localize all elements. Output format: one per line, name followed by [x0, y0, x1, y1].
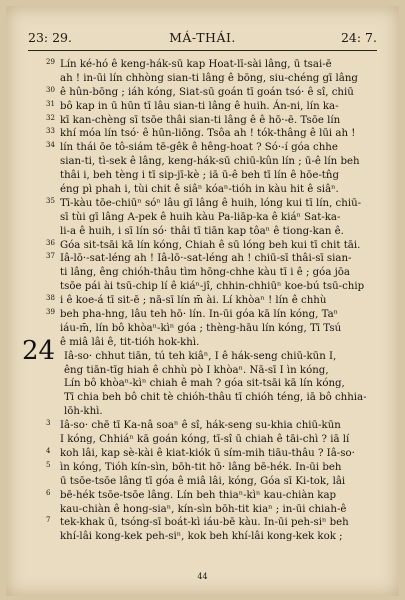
line-text: sian-ti, tì-sek ê lâng, keng-hák-sū chiū-kûn lín ; ū-ê lín beh — [60, 156, 360, 168]
text-line — [24, 336, 394, 350]
verse-number: 29 — [46, 58, 55, 66]
line-text: tek-khak ū, tsóng-sī boát-kì iáu-bē kàu. In-ūi peh-siⁿ beh — [60, 517, 349, 529]
text-line — [24, 447, 394, 461]
verse-number: 37 — [46, 252, 55, 261]
text-line — [24, 58, 394, 72]
text-line — [24, 391, 394, 405]
chapter-number: 24 — [22, 336, 56, 366]
text-line — [24, 475, 394, 489]
body-text — [24, 58, 394, 544]
verse-number: 36 — [46, 238, 55, 247]
line-text: bô kap in ū hūn tī lâu sian-ti lâng ê huih. Án-ni, lín ka- — [60, 100, 339, 112]
line-text: Tī-kàu tōe-chiūⁿ sóⁿ lâu gī lâng ê huih, lóng kui tī lín, chiū- — [60, 197, 362, 209]
line-text: Iâ-so· chē tī Ka-nâ soaⁿ ê sî, hák-seng su-khia chiū-kūn — [60, 420, 341, 432]
verse-number: 6 — [46, 488, 51, 497]
line-text: i ê koe-á tī sit-ē ; nā-sī lín m̄ ài. Lí khòaⁿ ! lín ê chhù — [60, 295, 327, 307]
text-line — [24, 516, 394, 530]
verse-number: 39 — [46, 308, 55, 317]
text-line — [24, 266, 394, 280]
text-line — [24, 280, 394, 294]
verse-number: 4 — [46, 446, 51, 455]
line-text: bē-hék tsōe-tsōe lâng. Lín beh thiaⁿ-kìⁿ kau-chiàn kap — [60, 489, 337, 501]
line-text: sī tùi gī lâng A-pek ê huih kàu Pa-liāp-ka ê kiáⁿ Sat-ka- — [60, 211, 341, 223]
line-text: ê miâ lâi ê, tit-tióh hok-khì. — [60, 336, 200, 348]
line-text: iáu-m̄, lín bô khòaⁿ-kìⁿ góa ; thèng-hāu lín kóng, Tī Tsú — [60, 322, 342, 334]
text-line — [24, 530, 394, 544]
line-text: ti lâng, êng chióh-thâu tìm hōng-chhe kàu tī i ê ; góa jōa — [60, 267, 350, 279]
verse-number: 3 — [46, 419, 51, 428]
text-line — [24, 433, 394, 447]
text-line — [24, 72, 394, 86]
verse-number: 35 — [46, 196, 55, 205]
text-line — [24, 461, 394, 475]
text-line — [24, 308, 394, 322]
line-text: khí móa lín tsó· ê hūn-liōng. Tsôa ah ! tók-thâng ê lūi ah ! — [60, 128, 356, 140]
line-text: Iâ-so· chhut tiān, tú teh kiâⁿ, I ê hák-seng chiū-kūn I, — [64, 350, 337, 362]
line-text: kau-chiàn ê hong-siaⁿ, kín-sìn bōh-tit kiaⁿ ; in-ūi chiah-ê — [60, 503, 347, 515]
line-text: éng pì phah i, tùi chit ê siâⁿ kóaⁿ-tióh in kàu hit ê siâⁿ. — [60, 184, 339, 196]
text-line — [24, 197, 394, 211]
line-text: thâi i, beh tèng i tī sip-jī-kè ; iā ū-ê beh tī lín ê hōe-tn̂g — [60, 170, 339, 182]
text-line — [24, 322, 394, 336]
verse-number: 31 — [46, 99, 55, 108]
line-text: Lín ké-hó ê keng-hák-sū kap Hoat-lī-sài lâng, ū tsai-ē — [60, 59, 332, 70]
line-text: lōh-khì. — [64, 406, 103, 418]
header-right-reference: 24: 7. — [340, 30, 377, 45]
line-text: khí-lâi kong-kek peh-siⁿ, kok beh khí-lâi kong-kek kok ; — [60, 531, 343, 543]
line-text: êng tiān-tīg hiah ê chhù pò I khòaⁿ. Nā-sī I ìn kóng, — [64, 364, 329, 376]
verse-number: 30 — [46, 85, 55, 94]
text-line — [24, 364, 394, 378]
text-line — [24, 489, 394, 503]
text-line — [24, 239, 394, 253]
text-line — [24, 503, 394, 517]
page-number: 44 — [197, 572, 208, 581]
line-text: kī kan-chèng sī tsōe thâi sian-ti lâng ê ê hō·-ē. Tsōe lín — [60, 114, 341, 126]
line-text: ū tsōe-tsōe lâng tī góa ê miâ lâi, kóng, Góa sī Ki-tok, lâi — [60, 475, 346, 487]
verse-number: 34 — [46, 141, 55, 150]
page-header — [28, 30, 377, 52]
header-rule — [28, 50, 377, 51]
text-line — [24, 169, 394, 183]
line-text: li-a ê huih, i sī lín só· thâi tī tiān kap tôaⁿ ê tiong-kan ê. — [60, 225, 344, 237]
text-line — [24, 141, 394, 155]
line-text: koh lâi, kap sè-kài ê kiat-kiók ū sím-mih tiāu-thâu ? Iâ-so· — [60, 447, 355, 459]
text-line — [24, 86, 394, 100]
text-line — [24, 377, 394, 391]
header-left-reference: 23: 29. — [28, 30, 72, 45]
text-line — [24, 155, 394, 169]
text-line — [24, 183, 394, 197]
line-text: Góa sit-tsāi kā lín kóng, Chiah ê sū lóng beh kui tī chit tāi. — [60, 239, 361, 251]
verse-number: 38 — [46, 294, 55, 303]
line-text: ê hûn-bōng ; iáh kóng, Siat-sū goán tī goán tsó· ê sî, chiū — [60, 86, 354, 98]
text-line — [24, 211, 394, 225]
line-text: I kóng, Chhiáⁿ kā goán kóng, tī-sî ū chiah ê tāi-chì ? iā lí — [60, 434, 350, 446]
line-text: Tī chia beh bô chit tè chióh-thâu tī chióh téng, iā bô chhia- — [64, 392, 367, 404]
line-text: Iâ-lō·-sat-léng ah ! Iâ-lō·-sat-léng ah ! chiū-sī thâi-sī sian- — [60, 253, 352, 265]
line-text: Lín bô khòaⁿ-kìⁿ chiah ê mah ? góa sit-tsāi kā lín kóng, — [64, 378, 345, 390]
verse-number: 5 — [46, 460, 51, 469]
text-line — [24, 225, 394, 239]
verse-number: 33 — [46, 127, 55, 136]
book-page — [6, 6, 399, 596]
verse-number: 7 — [46, 516, 51, 525]
line-text: ah ! in-ūi lín chhòng sian-ti lâng ê bōng, siu-chéng gī lâng — [60, 72, 358, 84]
header-book-title: MÁ-THÁI. — [169, 30, 236, 45]
text-line — [24, 294, 394, 308]
text-line — [24, 350, 394, 364]
text-line — [24, 405, 394, 419]
line-text: tsōe pái ài tsū-chip lí ê kiáⁿ-jî, chhin-chhiūⁿ koe-bú tsū-chip — [60, 281, 365, 293]
text-line — [24, 419, 394, 433]
line-text: lín thái ōe tô-siám tē-gêk ê hêng-hoat ? Só·-í góa chhe — [60, 142, 338, 154]
line-text: beh pha-hng, lâu teh hō· lín. In-ūi góa kā lín kóng, Taⁿ — [60, 309, 339, 321]
text-line — [24, 100, 394, 114]
line-text: ìn kóng, Tióh kín-sìn, bōh-tit hō· lâng bē-hék. In-ūi beh — [60, 461, 342, 473]
text-line — [24, 252, 394, 266]
text-line — [24, 114, 394, 128]
text-line — [24, 127, 394, 141]
verse-number: 32 — [46, 113, 55, 122]
